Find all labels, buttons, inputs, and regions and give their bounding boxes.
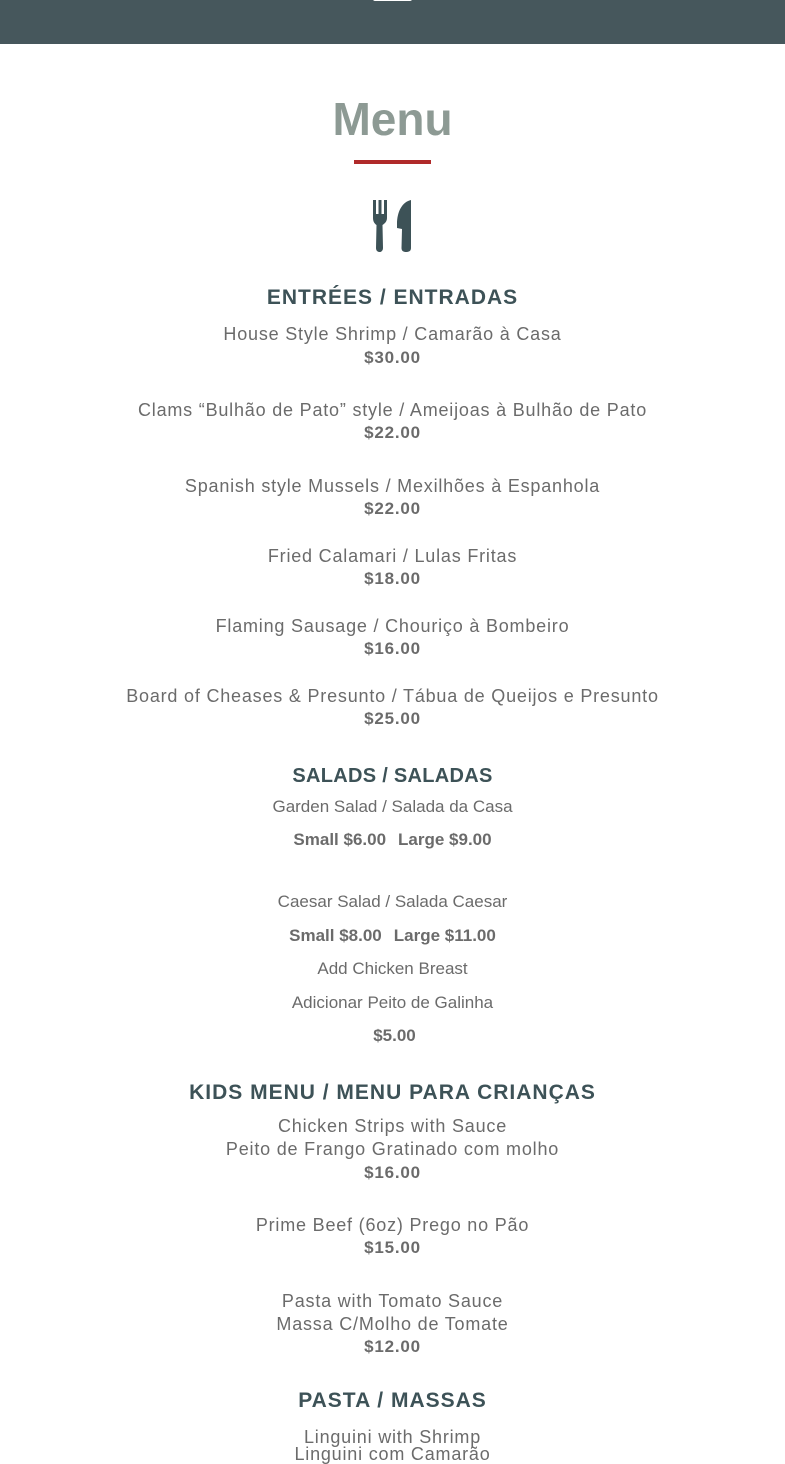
section-heading-entrees: ENTRÉES / ENTRADAS [266, 286, 519, 309]
menu-item-price: $22.00 [364, 423, 421, 442]
salad-small-price: Small $6.00 [293, 830, 387, 849]
menu-item-name-alt: Linguini com Camarão [294, 1444, 491, 1464]
menu-item-name: Spanish style Mussels / Mexilhões à Espanhola [184, 476, 601, 496]
menu-item-price: $25.00 [364, 709, 421, 728]
fork-knife-icon [371, 198, 415, 252]
addon-line: Adicionar Peito de Galinha [291, 993, 494, 1012]
salad-item-name: Garden Salad / Salada da Casa [272, 797, 513, 816]
menu-item-name-alt: Massa C/Molho de Tomate [276, 1314, 509, 1334]
menu-item-name: House Style Shrimp / Camarão à Casa [223, 324, 562, 344]
menu-item-price: $30.00 [364, 348, 421, 367]
menu-item-name: Board of Cheases & Presunto / Tábua de Queijos e Presunto [126, 686, 659, 706]
menu-item-price: $16.00 [364, 1163, 421, 1182]
menu-item-price: $18.00 [364, 569, 421, 588]
menu-item-price: $16.00 [364, 639, 421, 658]
page-title: Menu [332, 93, 453, 145]
salad-large-price: Large $9.00 [398, 830, 492, 849]
menu-item-name: Prime Beef (6oz) Prego no Pão [255, 1215, 530, 1235]
section-heading-kids: KIDS MENU / MENU PARA CRIANÇAS [189, 1081, 596, 1104]
menu-toggle-button[interactable] [373, 0, 412, 1]
menu-item-name: Flaming Sausage / Chouriço à Bombeiro [215, 616, 570, 636]
salad-item-prices [0, 831, 785, 848]
title-underline [354, 160, 431, 164]
salad-item-prices [0, 927, 785, 944]
menu-item-price: $12.00 [364, 1337, 421, 1356]
salad-large-price: Large $11.00 [393, 926, 496, 945]
menu-item-name: Linguini with Shrimp [303, 1427, 482, 1447]
salad-small-price: Small $8.00 [289, 926, 382, 945]
top-navigation-bar [0, 0, 785, 44]
section-heading-pasta: PASTA / MASSAS [298, 1389, 487, 1412]
menu-item-name: Fried Calamari / Lulas Fritas [267, 546, 518, 566]
menu-item-name: Pasta with Tomato Sauce [281, 1291, 504, 1311]
addon-line: Add Chicken Breast [317, 959, 468, 978]
menu-item-price: $22.00 [364, 499, 421, 518]
menu-item-name: Clams “Bulhão de Pato” style / Ameijoas à Bulhão de Pato [137, 400, 648, 420]
menu-item-price: $15.00 [364, 1238, 421, 1257]
section-heading-salads: SALADS / SALADAS [292, 765, 493, 787]
salad-item-name: Caesar Salad / Salada Caesar [277, 892, 508, 911]
menu-item-name-alt: Peito de Frango Gratinado com molho [225, 1139, 560, 1159]
addon-price: $5.00 [373, 1026, 416, 1045]
menu-item-name: Chicken Strips with Sauce [277, 1116, 508, 1136]
